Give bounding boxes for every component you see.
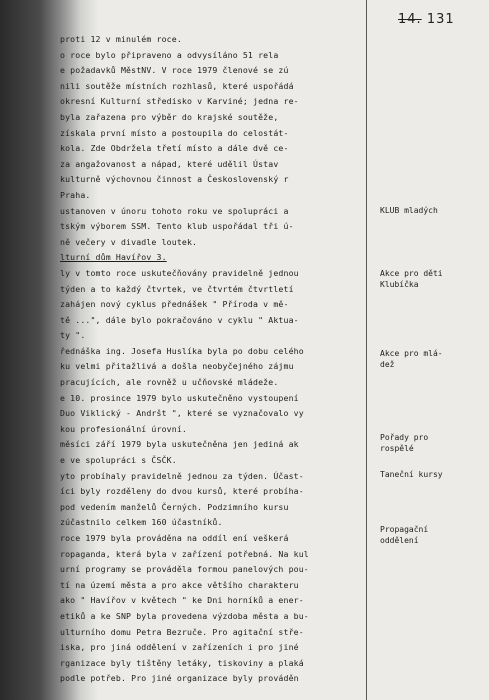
text-line: týden a to každý čtvrtek, ve čtvrtém čtvrtletí xyxy=(60,283,294,294)
text-line: kou profesionální úrovní. xyxy=(60,423,187,434)
text-line: tí na území města a pro akce většího charakteru xyxy=(60,579,299,590)
text-line: ly v tomto roce uskutečňovány pravidelně jednou xyxy=(60,267,299,278)
text-line: podle potřeb. Pro jiné organizace byly prováděn xyxy=(60,673,299,684)
text-line: íci byly rozděleny do dvou kursů, které probíha- xyxy=(60,486,304,497)
text-line: tským výborem SSM. Tento klub uspořádal tři ú- xyxy=(60,221,294,232)
body-text xyxy=(60,32,366,687)
margin-note-akce-deti: Akce pro děti Klubíčka xyxy=(380,269,443,289)
text-line: za angažovanost a nápad, které udělil Ústav xyxy=(60,158,279,169)
margin-note-porady: Pořady pro rospělé xyxy=(380,433,429,453)
text-line: ně večery v divadle loutek. xyxy=(60,236,198,247)
text-line: Praha. xyxy=(60,189,91,200)
text-line: pod vedením manželů Černých. Podzimního kursu xyxy=(60,501,289,512)
text-line: iska, pro jiná oddělení v zařízeních i pro jiné xyxy=(60,642,299,653)
text-line: proti 12 v minulém roce. xyxy=(60,34,182,44)
text-line: roce 1979 byla prováděna na oddíl ení veškerá xyxy=(60,533,289,543)
text-line: yto probíhaly pravidelně jednou za týden. Účast- xyxy=(60,470,304,481)
text-line: Duo Viklický - Andršt ", které se vyznačovalo vy xyxy=(60,408,304,419)
text-line: řednáška ing. Josefa Huslíka byla po dobu celého xyxy=(60,345,304,356)
text-line: e požadavků MěstNV. V roce 1979 členové se zú xyxy=(60,65,289,76)
text-line: získala první místo a postoupila do celostát- xyxy=(60,127,289,138)
page-number-current: 131 xyxy=(426,12,455,27)
text-line: ako " Havířov v květech " ke Dni horníků a ener- xyxy=(60,595,304,606)
margin-note-klub: KLUB mladých xyxy=(380,206,438,215)
text-line: ustanoven v únoru tohoto roku ve spolupráci a xyxy=(60,205,289,216)
text-line: o roce bylo připraveno a odvysíláno 51 rela xyxy=(60,49,279,60)
text-line: rganizace byly tištěny letáky, tiskoviny a plaká xyxy=(60,657,304,668)
text-line: ropaganda, která byla v zařízení potřebná. Na kul xyxy=(60,548,309,559)
margin-note-tanecni: Taneční kursy xyxy=(380,470,443,479)
text-line: nili soutěže místních rozhlasů, které uspořádá xyxy=(60,80,294,91)
text-line: měsíci září 1979 byla uskutečněna jen jediná ak xyxy=(60,439,299,450)
text-line: tě ...", dále bylo pokračováno v cyklu " Aktua- xyxy=(60,314,299,325)
text-line: zahájen nový cyklus přednášek " Příroda v mě- xyxy=(60,299,289,310)
text-line: kulturně výchovnou činnost a Československý r xyxy=(60,174,289,185)
text-line: urní programy se prováděla formou panelových pou- xyxy=(60,564,309,575)
margin-divider xyxy=(366,0,367,700)
text-line: ku velmi přitažlivá a došla neobyčejného zájmu xyxy=(60,361,294,372)
text-line: e ve spolupráci s ČSČK. xyxy=(60,455,177,466)
margin-note-akce-mladez: Akce pro mlá- dež xyxy=(380,349,443,369)
margin-note-propagacni: Propagační oddělení xyxy=(380,525,429,545)
section-heading: lturní dům Havířov 3. xyxy=(60,252,167,263)
text-line: pracujících, ale rovněž u učňovské mládeže. xyxy=(60,377,279,388)
text-line: ulturního domu Petra Bezruče. Pro agitační stře- xyxy=(60,626,304,637)
page-number-struck: 14. xyxy=(398,12,422,27)
text-line: okresní Kulturní středisko v Karviné; jedna re- xyxy=(60,96,299,107)
text-line: ty ". xyxy=(60,330,86,341)
text-line: byla zařazena pro výběr do krajské soutěže, xyxy=(60,111,279,122)
text-line: e 10. prosince 1979 bylo uskutečněno vystoupení xyxy=(60,392,299,403)
text-line: etiků a ke SNP byla provedena výzdoba města a bu- xyxy=(60,610,309,621)
text-line: kola. Zde Obdržela třetí místo a dále dvě ce- xyxy=(60,143,289,154)
text-line: zúčastnilo celkem 160 účastníků. xyxy=(60,517,223,528)
page-number xyxy=(398,12,455,27)
